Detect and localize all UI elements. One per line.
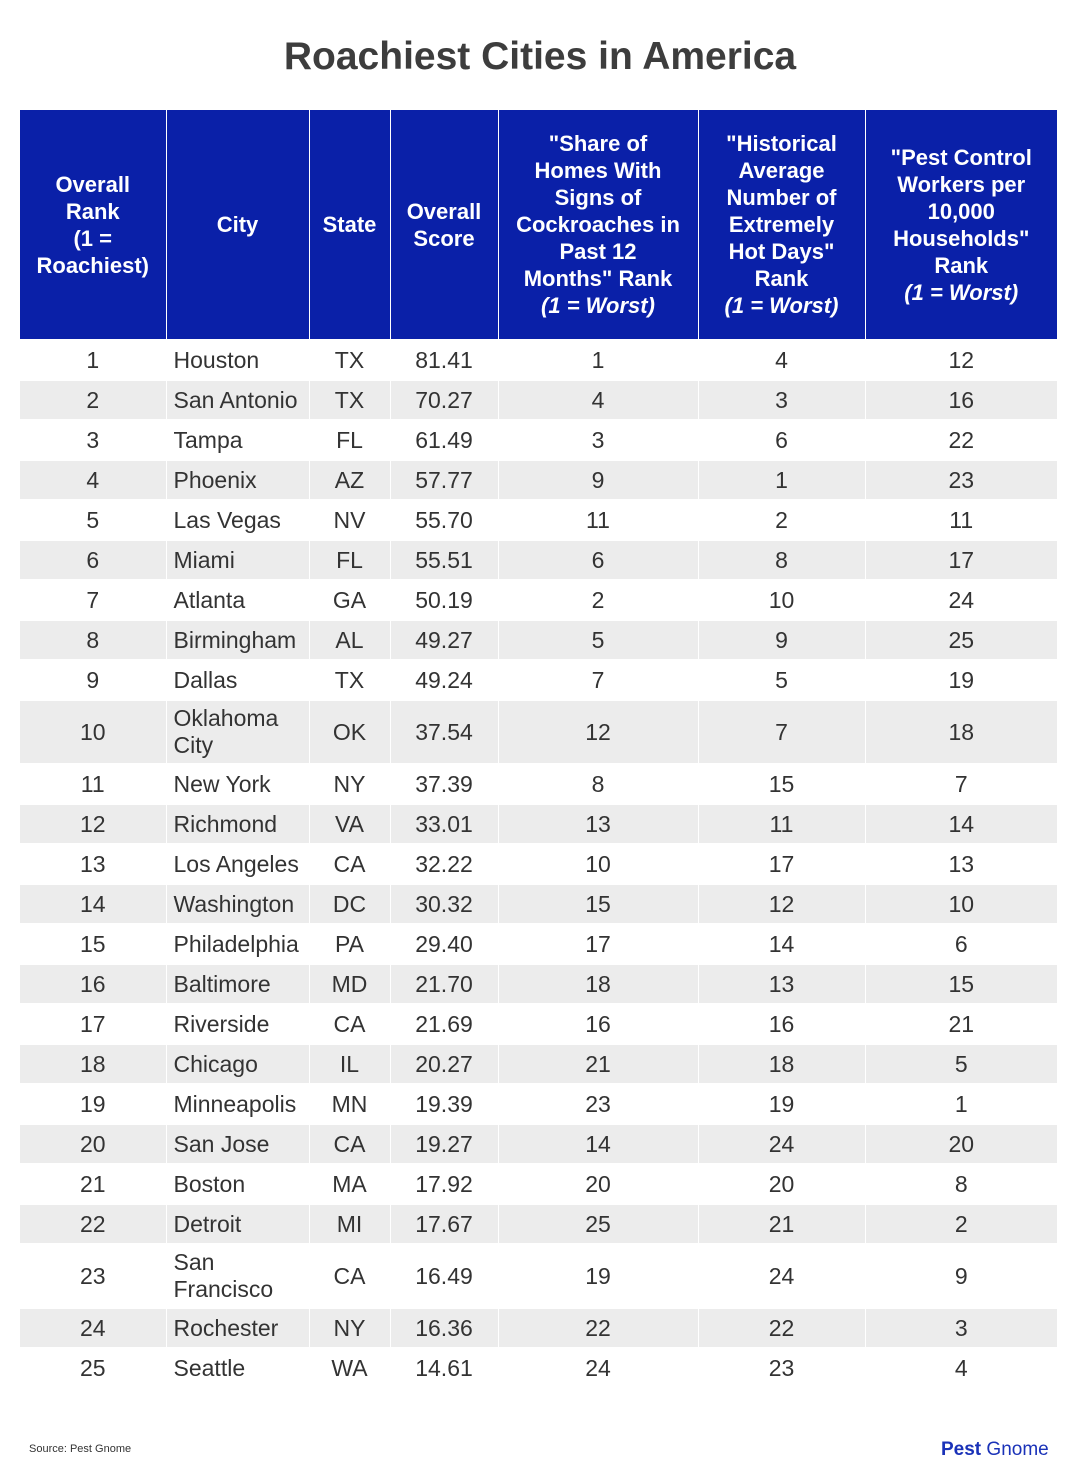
state-cell: GA bbox=[309, 580, 390, 620]
score-cell: 14.61 bbox=[390, 1348, 498, 1387]
pest-workers-rank-cell: 1 bbox=[865, 1084, 1057, 1124]
pest-workers-rank-cell: 13 bbox=[865, 844, 1057, 884]
city-cell: San Jose bbox=[166, 1124, 309, 1164]
score-cell: 61.49 bbox=[390, 420, 498, 460]
cockroach-rank-cell: 11 bbox=[498, 500, 698, 540]
rank-cell: 9 bbox=[20, 660, 166, 700]
table-row bbox=[20, 764, 1057, 804]
header-cockroach-share-rank bbox=[498, 110, 698, 340]
state-cell: NY bbox=[309, 764, 390, 804]
rank-cell: 16 bbox=[20, 964, 166, 1004]
cockroach-rank-cell: 15 bbox=[498, 884, 698, 924]
pest-workers-rank-cell: 2 bbox=[865, 1204, 1057, 1244]
cockroach-rank-cell: 25 bbox=[498, 1204, 698, 1244]
rank-cell: 18 bbox=[20, 1044, 166, 1084]
hot-days-rank-cell: 1 bbox=[698, 460, 865, 500]
rank-cell: 17 bbox=[20, 1004, 166, 1044]
header-note: (1 = Worst) bbox=[904, 279, 1019, 305]
rank-cell: 5 bbox=[20, 500, 166, 540]
table-row bbox=[20, 420, 1057, 460]
hot-days-rank-cell: 4 bbox=[698, 340, 865, 380]
table-row bbox=[20, 924, 1057, 964]
state-cell: OK bbox=[309, 700, 390, 764]
rank-cell: 3 bbox=[20, 420, 166, 460]
score-cell: 55.70 bbox=[390, 500, 498, 540]
pest-workers-rank-cell: 5 bbox=[865, 1044, 1057, 1084]
rank-cell: 10 bbox=[20, 700, 166, 764]
state-cell: FL bbox=[309, 540, 390, 580]
table-row bbox=[20, 460, 1057, 500]
rank-cell: 4 bbox=[20, 460, 166, 500]
pest-workers-rank-cell: 16 bbox=[865, 380, 1057, 420]
state-cell: TX bbox=[309, 380, 390, 420]
state-cell: MA bbox=[309, 1164, 390, 1204]
city-cell: Riverside bbox=[166, 1004, 309, 1044]
hot-days-rank-cell: 7 bbox=[698, 700, 865, 764]
hot-days-rank-cell: 24 bbox=[698, 1244, 865, 1308]
state-cell: AL bbox=[309, 620, 390, 660]
brand-logo-part2: Gnome bbox=[981, 1439, 1049, 1460]
table-row bbox=[20, 500, 1057, 540]
city-cell: Seattle bbox=[166, 1348, 309, 1387]
hot-days-rank-cell: 23 bbox=[698, 1348, 865, 1387]
state-cell: FL bbox=[309, 420, 390, 460]
table-row bbox=[20, 340, 1057, 380]
city-cell: Rochester bbox=[166, 1308, 309, 1348]
pest-workers-rank-cell: 9 bbox=[865, 1244, 1057, 1308]
hot-days-rank-cell: 17 bbox=[698, 844, 865, 884]
score-cell: 50.19 bbox=[390, 580, 498, 620]
pest-workers-rank-cell: 10 bbox=[865, 884, 1057, 924]
state-cell: AZ bbox=[309, 460, 390, 500]
score-cell: 21.69 bbox=[390, 1004, 498, 1044]
cockroach-rank-cell: 3 bbox=[498, 420, 698, 460]
rank-cell: 8 bbox=[20, 620, 166, 660]
rank-cell: 25 bbox=[20, 1348, 166, 1387]
rank-cell: 24 bbox=[20, 1308, 166, 1348]
rank-cell: 23 bbox=[20, 1244, 166, 1308]
score-cell: 55.51 bbox=[390, 540, 498, 580]
score-cell: 19.39 bbox=[390, 1084, 498, 1124]
header-label: State bbox=[322, 212, 377, 237]
score-cell: 16.36 bbox=[390, 1308, 498, 1348]
pest-workers-rank-cell: 3 bbox=[865, 1308, 1057, 1348]
header-hot-days-rank bbox=[698, 110, 865, 340]
city-cell: Chicago bbox=[166, 1044, 309, 1084]
hot-days-rank-cell: 19 bbox=[698, 1084, 865, 1124]
pest-workers-rank-cell: 14 bbox=[865, 804, 1057, 844]
rank-cell: 15 bbox=[20, 924, 166, 964]
cockroach-rank-cell: 19 bbox=[498, 1244, 698, 1308]
pest-workers-rank-cell: 7 bbox=[865, 764, 1057, 804]
header-note: (1 = Worst) bbox=[724, 293, 839, 318]
city-cell: Washington bbox=[166, 884, 309, 924]
pest-workers-rank-cell: 15 bbox=[865, 964, 1057, 1004]
rank-cell: 11 bbox=[20, 764, 166, 804]
score-cell: 49.24 bbox=[390, 660, 498, 700]
hot-days-rank-cell: 16 bbox=[698, 1004, 865, 1044]
city-cell: Atlanta bbox=[166, 580, 309, 620]
score-cell: 29.40 bbox=[390, 924, 498, 964]
city-cell: Baltimore bbox=[166, 964, 309, 1004]
city-cell: Los Angeles bbox=[166, 844, 309, 884]
score-cell: 81.41 bbox=[390, 340, 498, 380]
pest-workers-rank-cell: 8 bbox=[865, 1164, 1057, 1204]
cockroach-rank-cell: 9 bbox=[498, 460, 698, 500]
rank-cell: 6 bbox=[20, 540, 166, 580]
score-cell: 33.01 bbox=[390, 804, 498, 844]
state-cell: IL bbox=[309, 1044, 390, 1084]
table-row bbox=[20, 844, 1057, 884]
cockroach-rank-cell: 13 bbox=[498, 804, 698, 844]
score-cell: 17.67 bbox=[390, 1204, 498, 1244]
hot-days-rank-cell: 24 bbox=[698, 1124, 865, 1164]
city-cell: Phoenix bbox=[166, 460, 309, 500]
cockroach-rank-cell: 4 bbox=[498, 380, 698, 420]
pest-workers-rank-cell: 23 bbox=[865, 460, 1057, 500]
rank-cell: 13 bbox=[20, 844, 166, 884]
hot-days-rank-cell: 12 bbox=[698, 884, 865, 924]
city-cell: Detroit bbox=[166, 1204, 309, 1244]
pest-workers-rank-cell: 25 bbox=[865, 620, 1057, 660]
table-row bbox=[20, 700, 1057, 764]
rank-cell: 21 bbox=[20, 1164, 166, 1204]
cockroach-rank-cell: 14 bbox=[498, 1124, 698, 1164]
rank-cell: 1 bbox=[20, 340, 166, 380]
source-note: Source: Pest Gnome bbox=[29, 1443, 132, 1455]
table-row bbox=[20, 884, 1057, 924]
score-cell: 17.92 bbox=[390, 1164, 498, 1204]
state-cell: CA bbox=[309, 1004, 390, 1044]
table-row bbox=[20, 1244, 1057, 1308]
score-cell: 32.22 bbox=[390, 844, 498, 884]
city-cell: Minneapolis bbox=[166, 1084, 309, 1124]
header-label: Overall Rank (1 = Roachiest) bbox=[36, 171, 149, 278]
score-cell: 70.27 bbox=[390, 380, 498, 420]
pest-workers-rank-cell: 18 bbox=[865, 700, 1057, 764]
hot-days-rank-cell: 15 bbox=[698, 764, 865, 804]
cockroach-rank-cell: 10 bbox=[498, 844, 698, 884]
table-row bbox=[20, 660, 1057, 700]
pest-workers-rank-cell: 12 bbox=[865, 340, 1057, 380]
hot-days-rank-cell: 18 bbox=[698, 1044, 865, 1084]
header-label: "Historical Average Number of Extremely Hot Days" Rank bbox=[726, 131, 837, 291]
table-row bbox=[20, 380, 1057, 420]
score-cell: 30.32 bbox=[390, 884, 498, 924]
cockroach-rank-cell: 17 bbox=[498, 924, 698, 964]
brand-logo-part1: Pest bbox=[941, 1439, 982, 1460]
hot-days-rank-cell: 6 bbox=[698, 420, 865, 460]
city-cell: Miami bbox=[166, 540, 309, 580]
hot-days-rank-cell: 11 bbox=[698, 804, 865, 844]
table-row bbox=[20, 1204, 1057, 1244]
header-overall-rank bbox=[20, 110, 166, 340]
header-label: "Pest Control Workers per 10,000 Households" Rank bbox=[890, 144, 1032, 278]
rank-cell: 19 bbox=[20, 1084, 166, 1124]
header-city bbox=[166, 110, 309, 340]
brand-logo bbox=[941, 1439, 1049, 1461]
state-cell: MI bbox=[309, 1204, 390, 1244]
city-cell: Richmond bbox=[166, 804, 309, 844]
pest-workers-rank-cell: 19 bbox=[865, 660, 1057, 700]
table-body bbox=[20, 340, 1057, 1387]
cockroach-rank-cell: 18 bbox=[498, 964, 698, 1004]
state-cell: MN bbox=[309, 1084, 390, 1124]
state-cell: VA bbox=[309, 804, 390, 844]
pest-workers-rank-cell: 22 bbox=[865, 420, 1057, 460]
state-cell: TX bbox=[309, 660, 390, 700]
cockroach-rank-cell: 21 bbox=[498, 1044, 698, 1084]
score-cell: 37.54 bbox=[390, 700, 498, 764]
header-pest-workers-rank bbox=[865, 110, 1057, 340]
pest-workers-rank-cell: 6 bbox=[865, 924, 1057, 964]
state-cell: TX bbox=[309, 340, 390, 380]
pest-workers-rank-cell: 17 bbox=[865, 540, 1057, 580]
cockroach-rank-cell: 12 bbox=[498, 700, 698, 764]
score-cell: 16.49 bbox=[390, 1244, 498, 1308]
table-header-row bbox=[20, 110, 1057, 340]
city-cell: Oklahoma City bbox=[166, 700, 309, 764]
table-row bbox=[20, 620, 1057, 660]
state-cell: CA bbox=[309, 1124, 390, 1164]
cockroach-rank-cell: 1 bbox=[498, 340, 698, 380]
table-row bbox=[20, 1044, 1057, 1084]
table-row bbox=[20, 804, 1057, 844]
hot-days-rank-cell: 10 bbox=[698, 580, 865, 620]
score-cell: 37.39 bbox=[390, 764, 498, 804]
score-cell: 49.27 bbox=[390, 620, 498, 660]
score-cell: 19.27 bbox=[390, 1124, 498, 1164]
hot-days-rank-cell: 22 bbox=[698, 1308, 865, 1348]
state-cell: WA bbox=[309, 1348, 390, 1387]
city-cell: Houston bbox=[166, 340, 309, 380]
table-row bbox=[20, 964, 1057, 1004]
hot-days-rank-cell: 8 bbox=[698, 540, 865, 580]
rank-cell: 12 bbox=[20, 804, 166, 844]
pest-workers-rank-cell: 4 bbox=[865, 1348, 1057, 1387]
cockroach-rank-cell: 22 bbox=[498, 1308, 698, 1348]
header-note: (1 = Worst) bbox=[541, 293, 655, 318]
table-row bbox=[20, 580, 1057, 620]
cockroach-rank-cell: 23 bbox=[498, 1084, 698, 1124]
cockroach-rank-cell: 7 bbox=[498, 660, 698, 700]
state-cell: NY bbox=[309, 1308, 390, 1348]
cockroach-rank-cell: 6 bbox=[498, 540, 698, 580]
hot-days-rank-cell: 14 bbox=[698, 924, 865, 964]
rank-cell: 2 bbox=[20, 380, 166, 420]
city-cell: Las Vegas bbox=[166, 500, 309, 540]
rank-cell: 7 bbox=[20, 580, 166, 620]
city-cell: San Francisco bbox=[166, 1244, 309, 1308]
city-cell: Philadelphia bbox=[166, 924, 309, 964]
state-cell: DC bbox=[309, 884, 390, 924]
hot-days-rank-cell: 20 bbox=[698, 1164, 865, 1204]
hot-days-rank-cell: 13 bbox=[698, 964, 865, 1004]
table-row bbox=[20, 540, 1057, 580]
header-label: "Share of Homes With Signs of Cockroaches in Past 12 Months" Rank bbox=[516, 131, 680, 291]
state-cell: CA bbox=[309, 1244, 390, 1308]
table-row bbox=[20, 1348, 1057, 1387]
cockroach-rank-cell: 8 bbox=[498, 764, 698, 804]
rank-cell: 20 bbox=[20, 1124, 166, 1164]
hot-days-rank-cell: 5 bbox=[698, 660, 865, 700]
score-cell: 20.27 bbox=[390, 1044, 498, 1084]
hot-days-rank-cell: 9 bbox=[698, 620, 865, 660]
score-cell: 21.70 bbox=[390, 964, 498, 1004]
cockroach-rank-cell: 20 bbox=[498, 1164, 698, 1204]
state-cell: PA bbox=[309, 924, 390, 964]
table-row bbox=[20, 1164, 1057, 1204]
hot-days-rank-cell: 21 bbox=[698, 1204, 865, 1244]
header-label: Overall Score bbox=[406, 198, 482, 251]
cockroach-rank-cell: 2 bbox=[498, 580, 698, 620]
city-cell: San Antonio bbox=[166, 380, 309, 420]
header-overall-score bbox=[390, 110, 498, 340]
city-cell: Birmingham bbox=[166, 620, 309, 660]
table-row bbox=[20, 1084, 1057, 1124]
cockroach-rank-cell: 24 bbox=[498, 1348, 698, 1387]
rank-cell: 14 bbox=[20, 884, 166, 924]
roach-cities-table bbox=[20, 110, 1057, 1387]
city-cell: Tampa bbox=[166, 420, 309, 460]
state-cell: MD bbox=[309, 964, 390, 1004]
table-row bbox=[20, 1004, 1057, 1044]
table-row bbox=[20, 1124, 1057, 1164]
hot-days-rank-cell: 3 bbox=[698, 380, 865, 420]
cockroach-rank-cell: 16 bbox=[498, 1004, 698, 1044]
page-title: Roachiest Cities in America bbox=[283, 35, 797, 78]
hot-days-rank-cell: 2 bbox=[698, 500, 865, 540]
pest-workers-rank-cell: 21 bbox=[865, 1004, 1057, 1044]
pest-workers-rank-cell: 20 bbox=[865, 1124, 1057, 1164]
table-row bbox=[20, 1308, 1057, 1348]
score-cell: 57.77 bbox=[390, 460, 498, 500]
rank-cell: 22 bbox=[20, 1204, 166, 1244]
state-cell: NV bbox=[309, 500, 390, 540]
pest-workers-rank-cell: 11 bbox=[865, 500, 1057, 540]
header-label: City bbox=[216, 212, 259, 237]
city-cell: Boston bbox=[166, 1164, 309, 1204]
header-state bbox=[309, 110, 390, 340]
city-cell: New York bbox=[166, 764, 309, 804]
pest-workers-rank-cell: 24 bbox=[865, 580, 1057, 620]
cockroach-rank-cell: 5 bbox=[498, 620, 698, 660]
city-cell: Dallas bbox=[166, 660, 309, 700]
state-cell: CA bbox=[309, 844, 390, 884]
